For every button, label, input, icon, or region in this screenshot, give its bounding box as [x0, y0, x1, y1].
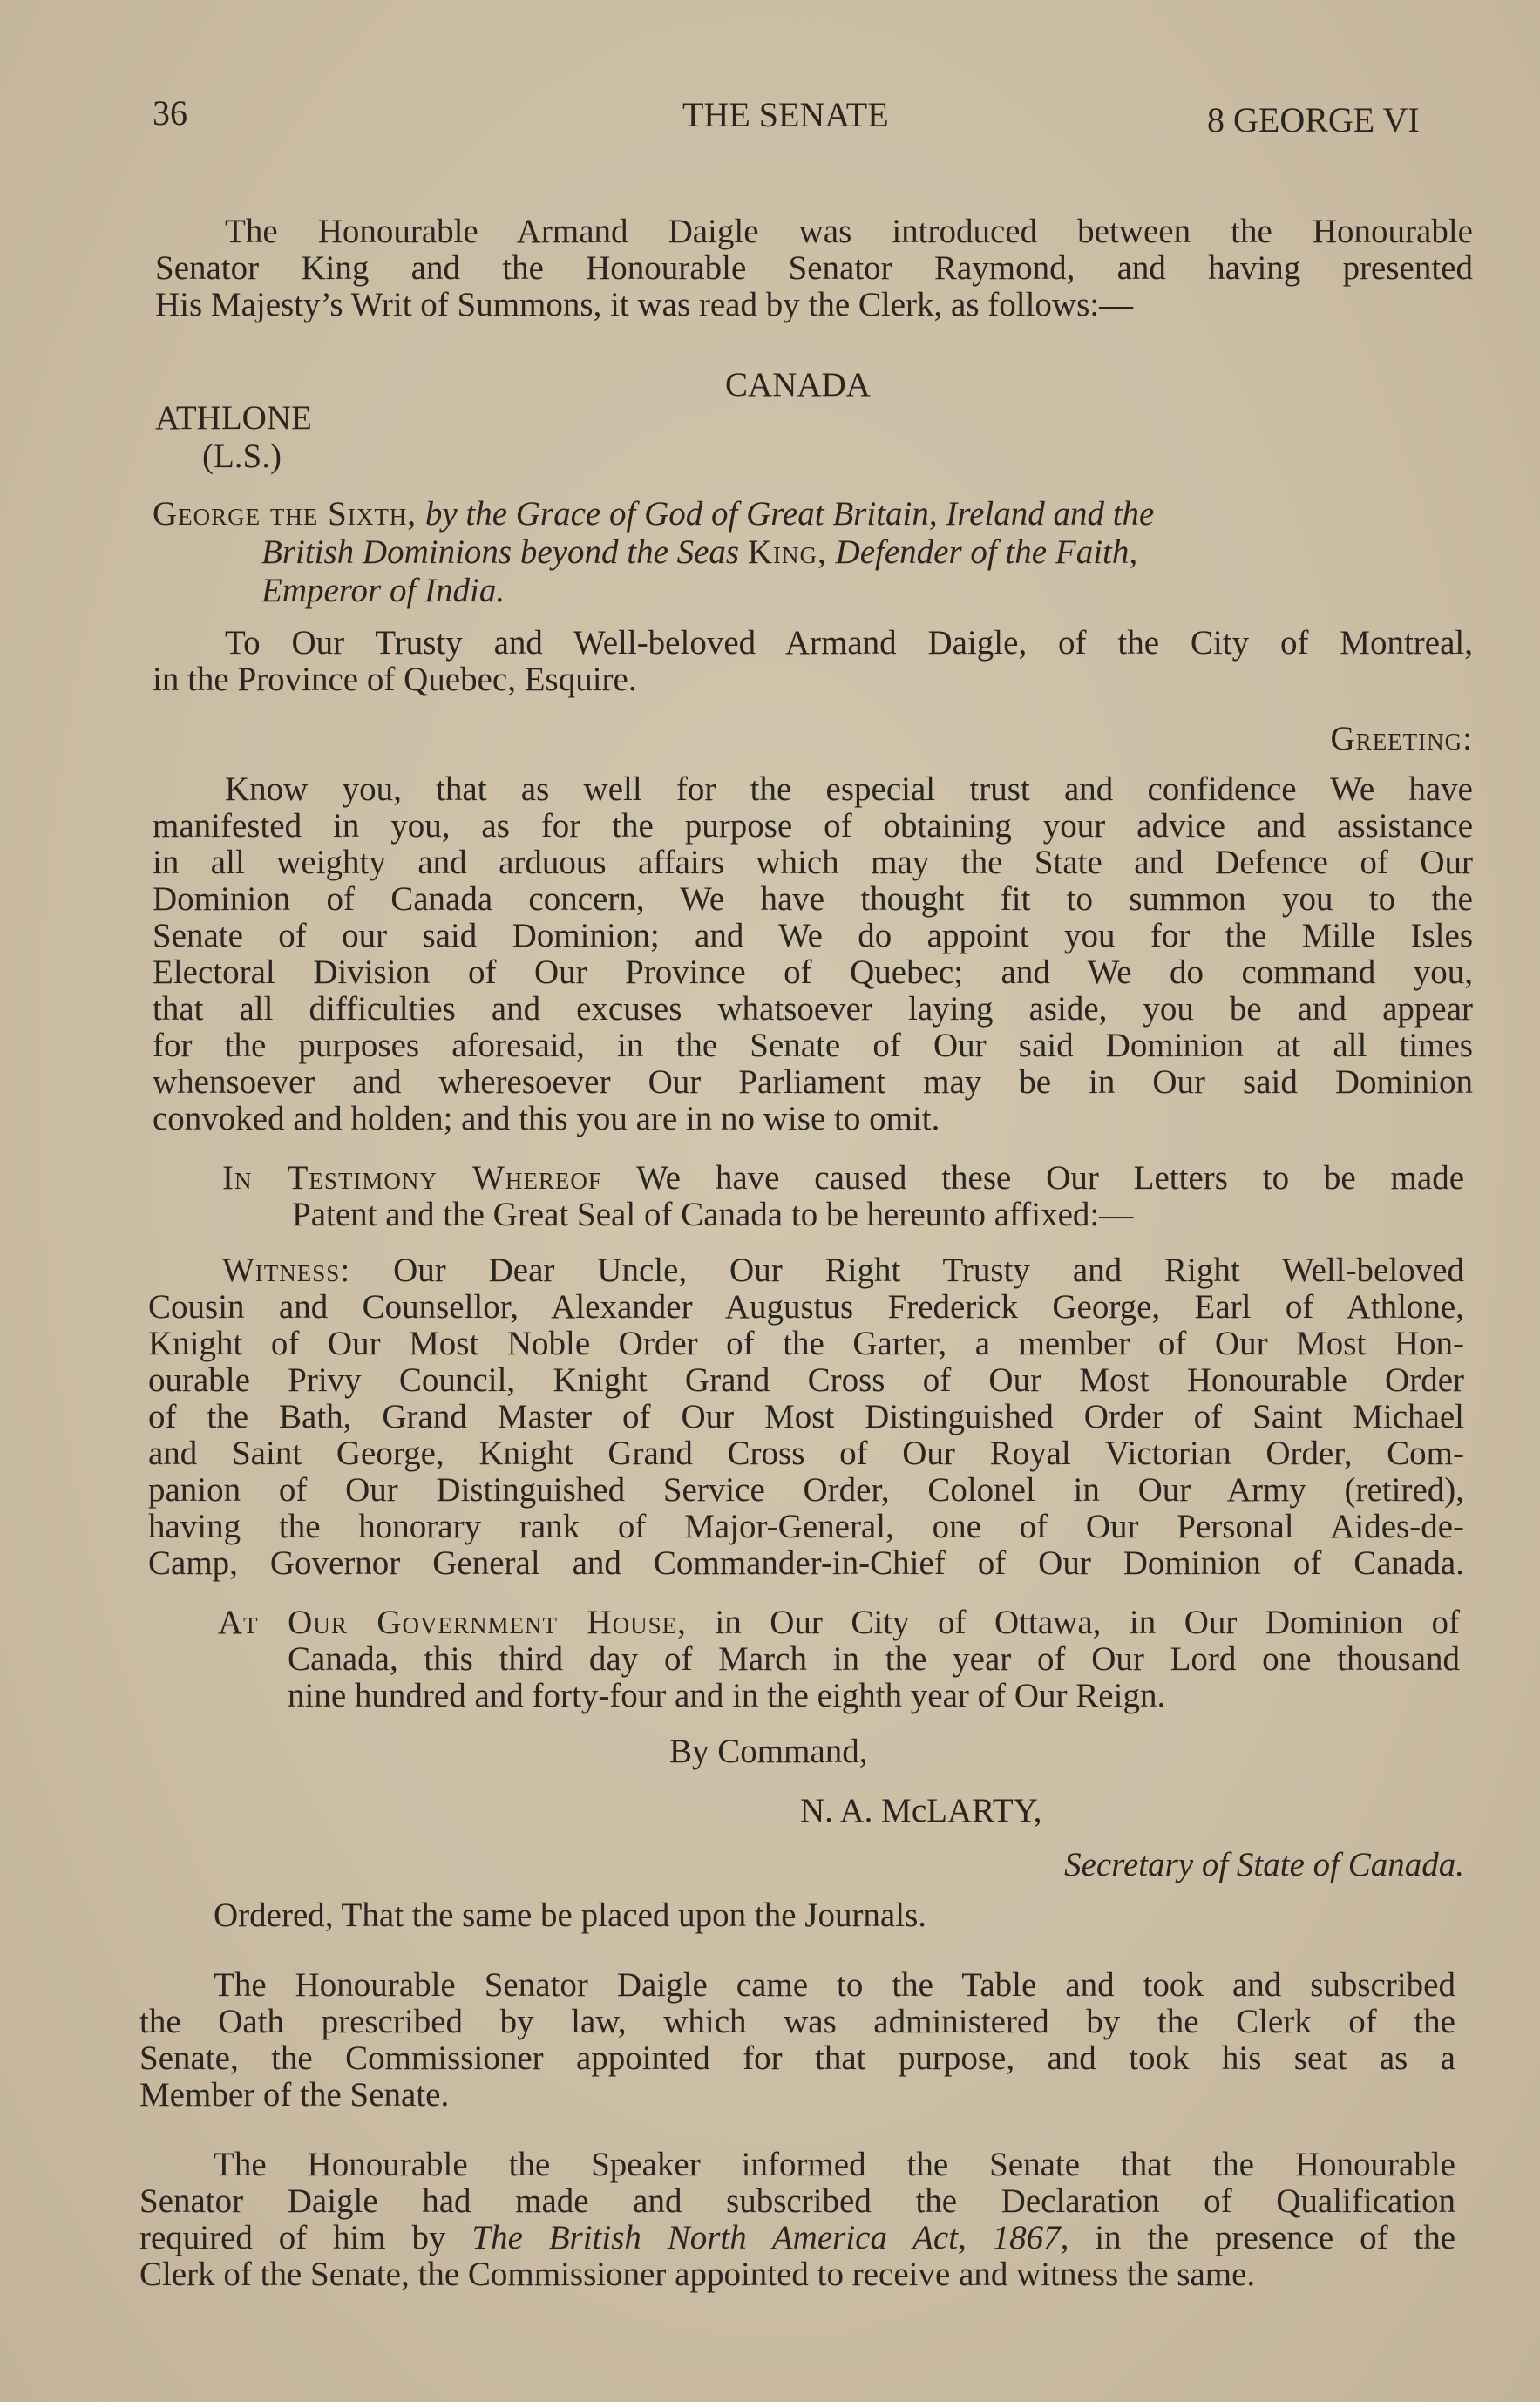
- royal-style-line: [153, 495, 1477, 533]
- signatory-title: Secretary of State of Canada.: [1064, 1846, 1464, 1883]
- testimony-line: Patent and the Great Seal of Canada to be hereunto affixed:—: [292, 1196, 1134, 1233]
- speaker-text: in the presence of the: [1095, 2219, 1456, 2256]
- writ-body-line: convoked and holden; and this you are in no wise to omit.: [153, 1100, 940, 1137]
- testimony-line: [222, 1159, 1464, 1198]
- place-text: in Our City of Ottawa, in Our Dominion of: [715, 1604, 1461, 1641]
- royal-style-text: by the Grace of God of Great Britain, Ireland and the: [424, 495, 1155, 533]
- speaker-line: Senator Daigle had made and subscribed the Declaration of Qualification: [139, 2182, 1455, 2220]
- place-date-line: nine hundred and forty-four and in the eighth year of Our Reign.: [288, 1677, 1166, 1714]
- royal-style-line: Emperor of India.: [261, 572, 505, 609]
- royal-style-line: [261, 533, 1473, 572]
- writ-signer: ATHLONE: [155, 399, 312, 437]
- witness-line: having the honorary rank of Major-General, one of Our Personal Aides-de-: [148, 1508, 1464, 1545]
- by-command: By Command,: [669, 1733, 868, 1770]
- speaker-text: required of him by: [139, 2219, 446, 2256]
- speaker-line: [139, 2219, 1455, 2257]
- intro-line: The Honourable Armand Daigle was introduced between the Honourable: [225, 213, 1473, 250]
- witness-heading: Witness:: [222, 1252, 351, 1289]
- witness-line: Cousin and Counsellor, Alexander Augustus Frederick George, Earl of Athlone,: [148, 1288, 1464, 1326]
- writ-body-line: whensoever and wheresoever Our Parliament may be in Our said Dominion: [153, 1063, 1473, 1101]
- speaker-line: The Honourable the Speaker informed the Senate that the Honourable: [214, 2146, 1455, 2183]
- intro-line: His Majesty’s Writ of Summons, it was read by the Clerk, as follows:—: [155, 286, 1134, 323]
- page-number: 36: [153, 93, 187, 132]
- writ-body-line: that all difficulties and excuses whatsoever laying aside, you be and appear: [153, 990, 1473, 1028]
- witness-text: Our Dear Uncle, Our Right Trusty and Right Well-beloved: [393, 1252, 1465, 1289]
- writ-body-line: Dominion of Canada concern, We have thought fit to summon you to the: [153, 880, 1473, 918]
- address-line: in the Province of Quebec, Esquire.: [153, 661, 637, 698]
- writ-country: CANADA: [725, 366, 871, 404]
- regnal-year: 8 GEORGE VI: [1207, 100, 1420, 139]
- greeting: Greeting:: [1330, 720, 1473, 757]
- writ-body-line: in all weighty and arduous affairs which may the State and Defence of Our: [153, 844, 1473, 881]
- testimony-heading: In Testimony Whereof: [222, 1159, 602, 1197]
- oath-line: The Honourable Senator Daigle came to the Table and took and subscribed: [214, 1966, 1455, 2004]
- speaker-line: Clerk of the Senate, the Commissioner appointed to receive and witness the same.: [139, 2256, 1256, 2293]
- royal-title: King,: [747, 533, 827, 571]
- royal-style-text: Defender of the Faith,: [835, 533, 1138, 571]
- writ-body-line: manifested in you, as for the purpose of obtaining your advice and assistance: [153, 807, 1473, 845]
- ordered-line: Ordered, That the same be placed upon the Journals.: [214, 1896, 927, 1934]
- royal-name: George the Sixth,: [153, 495, 417, 533]
- signatory-name: N. A. McLARTY,: [800, 1792, 1042, 1829]
- address-line: To Our Trusty and Well-beloved Armand Daigle, of the City of Montreal,: [225, 624, 1473, 662]
- witness-line: of the Bath, Grand Master of Our Most Distinguished Order of Saint Michael: [148, 1398, 1464, 1435]
- witness-line: Knight of Our Most Noble Order of the Garter, a member of Our Most Hon-: [148, 1325, 1464, 1362]
- intro-line: Senator King and the Honourable Senator Raymond, and having presented: [155, 249, 1473, 287]
- running-title: THE SENATE: [682, 95, 889, 134]
- writ-body-line: for the purposes aforesaid, in the Senate of Our said Dominion at all times: [153, 1027, 1473, 1064]
- writ-body-line: Electoral Division of Our Province of Quebec; and We do command you,: [153, 953, 1473, 991]
- witness-line: ourable Privy Council, Knight Grand Cross of Our Most Honourable Order: [148, 1361, 1464, 1399]
- writ-seal: (L.S.): [202, 438, 282, 475]
- testimony-text: We have caused these Our Letters to be made: [636, 1159, 1465, 1197]
- place-date-line: Canada, this third day of March in the year of Our Lord one thousand: [288, 1640, 1460, 1678]
- oath-line: Senate, the Commissioner appointed for that purpose, and took his seat as a: [139, 2039, 1455, 2077]
- place-date-line: [218, 1604, 1460, 1642]
- witness-line: panion of Our Distinguished Service Order, Colonel in Our Army (retired),: [148, 1471, 1464, 1509]
- writ-body-line: Know you, that as well for the especial trust and confidence We have: [225, 770, 1473, 808]
- place-heading: At Our Government House,: [218, 1604, 687, 1641]
- royal-style-text: British Dominions beyond the Seas: [261, 533, 740, 571]
- witness-line: and Saint George, Knight Grand Cross of Our Royal Victorian Order, Com-: [148, 1435, 1464, 1472]
- writ-body-line: Senate of our said Dominion; and We do appoint you for the Mille Isles: [153, 917, 1473, 954]
- witness-line: Camp, Governor General and Commander-in-Chief of Our Dominion of Canada.: [148, 1544, 1464, 1582]
- oath-line: the Oath prescribed by law, which was administered by the Clerk of the: [139, 2003, 1455, 2040]
- witness-line: [222, 1252, 1464, 1290]
- oath-line: Member of the Senate.: [139, 2076, 450, 2114]
- act-title: The British North America Act, 1867,: [471, 2219, 1069, 2256]
